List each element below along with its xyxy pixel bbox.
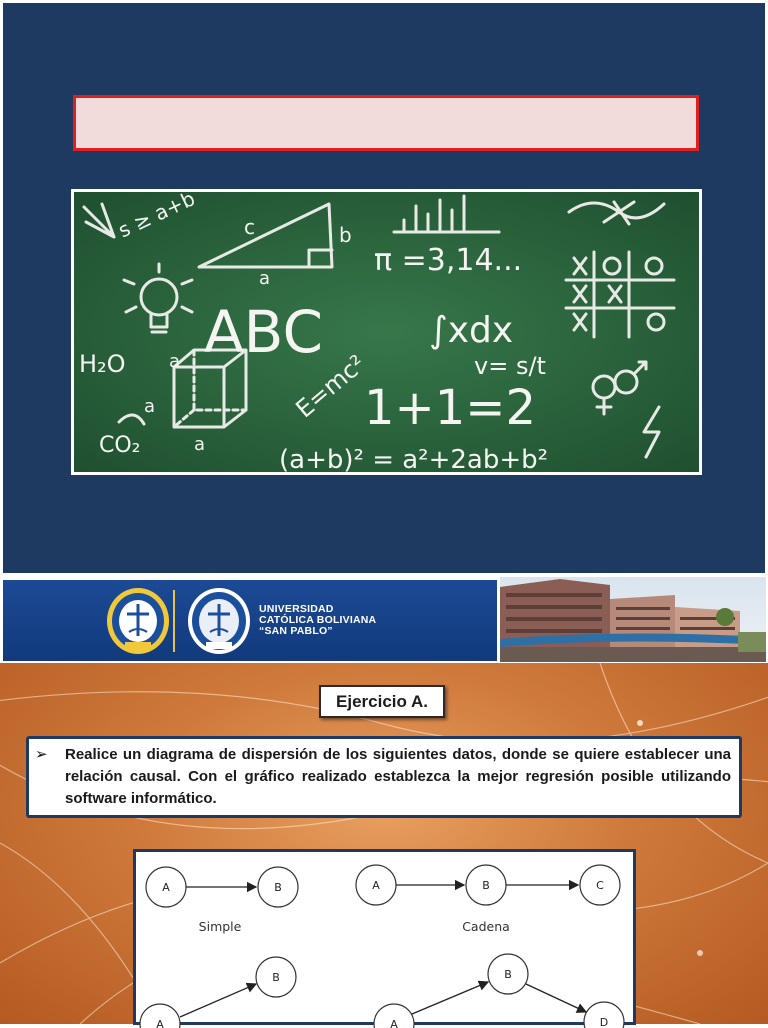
university-name-line2: CATÓLICA BOLIVIANA — [259, 614, 377, 626]
exercise-title: Ejercicio A. — [336, 691, 428, 711]
causal-diagram — [136, 852, 633, 1028]
node-chain-b-label: B — [482, 879, 490, 892]
chalk-cube-a1: a — [169, 351, 181, 372]
chalk-top-left: s ≥ a+b — [114, 186, 199, 243]
node-collider-a-label: A — [390, 1018, 398, 1028]
chalk-binomial: (a+b)² = a²+2ab+b² — [279, 445, 549, 475]
chalk-integral: ∫xdx — [429, 310, 514, 351]
chalk-cube-a3: a — [194, 434, 206, 455]
university-seal-icon — [186, 586, 252, 656]
chalk-water: H₂O — [79, 350, 126, 378]
chalkboard-image — [74, 186, 699, 475]
edge-fork — [180, 984, 256, 1017]
chalk-triangle-a: a — [259, 268, 271, 289]
chalk-abc: ABC — [204, 298, 323, 366]
university-seal-icon — [105, 586, 171, 656]
node-fork-a-label: A — [156, 1018, 164, 1028]
university-name — [259, 604, 376, 637]
node-chain-c-label: C — [596, 879, 604, 892]
node-chain-a-label: A — [372, 879, 380, 892]
campus-building-photo — [500, 577, 766, 662]
chalk-triangle-b: b — [339, 223, 352, 247]
node-collider-b-label: B — [504, 968, 512, 981]
chalk-triangle-c: c — [244, 215, 255, 239]
chalk-energy: E=mc² — [290, 349, 371, 424]
node-simple-b-label: B — [274, 881, 282, 894]
edge-collider-1 — [412, 982, 488, 1014]
bullet-arrow-icon: ➢ — [35, 746, 48, 763]
caption-simple: Simple — [198, 919, 242, 934]
seal-divider — [173, 590, 175, 652]
causal-diagram-box — [133, 849, 636, 1028]
university-name-line3: “SAN PABLO” — [259, 625, 333, 637]
node-simple-a-label: A — [162, 881, 170, 894]
caption-chain: Cadena — [462, 919, 510, 934]
exercise-description-box — [26, 736, 742, 818]
university-header — [0, 576, 768, 663]
edge-collider-2 — [526, 984, 586, 1012]
chalk-velocity: v= s/t — [474, 352, 546, 380]
chalk-sum: 1+1=2 — [364, 380, 537, 436]
exercise-description: Realice un diagrama de dispersión de los siguientes datos, donde se quiere establecer una relación causal. Con el gráfico realizado establezca la mejor regresión posible utilizando software informático. — [65, 746, 731, 807]
title-placeholder-box — [73, 95, 699, 151]
slide-exercise — [0, 576, 768, 1028]
chalk-pi: π =3,14... — [374, 243, 523, 278]
header-banner — [3, 580, 497, 661]
university-name-line1: UNIVERSIDAD — [259, 603, 334, 615]
chalk-co2: CO₂ — [99, 433, 141, 458]
node-fork-b-label: B — [272, 971, 280, 984]
chalk-cube-a2: a — [144, 396, 156, 417]
node-collider-d-label: D — [599, 1016, 609, 1028]
slide-title — [3, 3, 765, 573]
exercise-title-box — [319, 685, 445, 718]
chalkboard-frame — [71, 186, 702, 475]
